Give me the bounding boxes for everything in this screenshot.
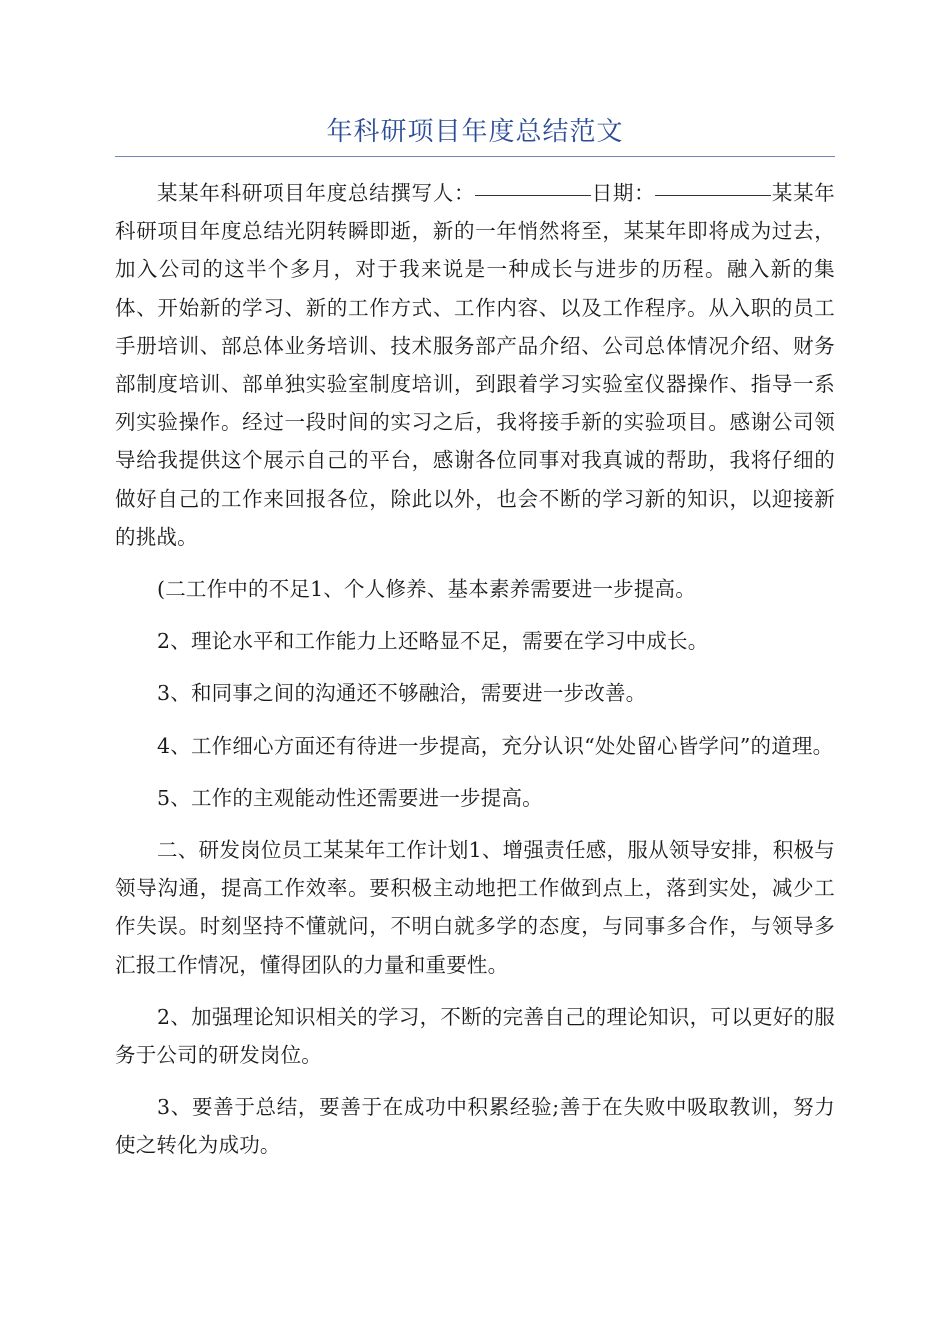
document-title: 年科研项目年度总结范文 (326, 117, 624, 147)
paragraph-shortcomings-5: 5、工作的主观能动性还需要进一步提高。 (157, 785, 543, 810)
paragraph-plan-1: 二、研发岗位员工某某年工作计划1、增强责任感，服从领导安排，积极与领导沟通，提高工作效率。要积极主动地把工作做到点上，落到实处，减少工作失误。时刻坚持不懂就问，不明白就多学的态度，与同事多合作，与领导多汇报工作情况，懂得团队的力量和重要性。 (115, 838, 835, 977)
author-label: 某某年科研项目年度总结撰写人： (157, 181, 476, 205)
author-blank (475, 194, 591, 196)
paragraph-plan-2: 2、加强理论知识相关的学习，不断的完善自己的理论知识，可以更好的服务于公司的研发岗位。 (115, 1004, 835, 1068)
paragraph-shortcomings-2: 2、理论水平和工作能力上还略显不足，需要在学习中成长。 (157, 629, 709, 654)
paragraph-shortcomings-3: 3、和同事之间的沟通还不够融洽，需要进一步改善。 (157, 681, 647, 706)
date-label: 日期： (591, 181, 656, 205)
intro-text: 某某年科研项目年度总结光阴转瞬即逝，新的一年悄然将至，某某年即将成为过去，加入公司的这半个多月，对于我来说是一种成长与进步的历程。融入新的集体、开始新的学习、新的工作方式、工作内容、以及工作程序。从入职的员工手册培训、部总体业务培训、技术服务部产品介绍、公司总体情况介绍、财务部制度培训、部单独实验室制度培训，到跟着学习实验室仪器操作、指导一系列实验操作。经过一段时间的实习之后，我将接手新的实验项目。感谢公司领导给我提供这个展示自己的平台，感谢各位同事对我真诚的帮助，我将仔细的做好自己的工作来回报各位，除此以外，也会不断的学习新的知识，以迎接新的挑战。 (115, 181, 835, 549)
paragraph-shortcomings-1: (二工作中的不足1、个人修养、基本素养需要进一步提高。 (157, 577, 696, 602)
title-underline-container (115, 112, 835, 157)
paragraph-plan-3: 3、要善于总结，要善于在成功中积累经验;善于在失败中吸取教训，努力使之转化为成功。 (115, 1095, 835, 1158)
document-body (115, 174, 835, 1179)
intro-paragraph (115, 174, 835, 556)
paragraph-shortcomings-4: 4、工作细心方面还有待进一步提高，充分认识“处处留心皆学问”的道理。 (157, 733, 834, 758)
date-blank (655, 194, 771, 196)
